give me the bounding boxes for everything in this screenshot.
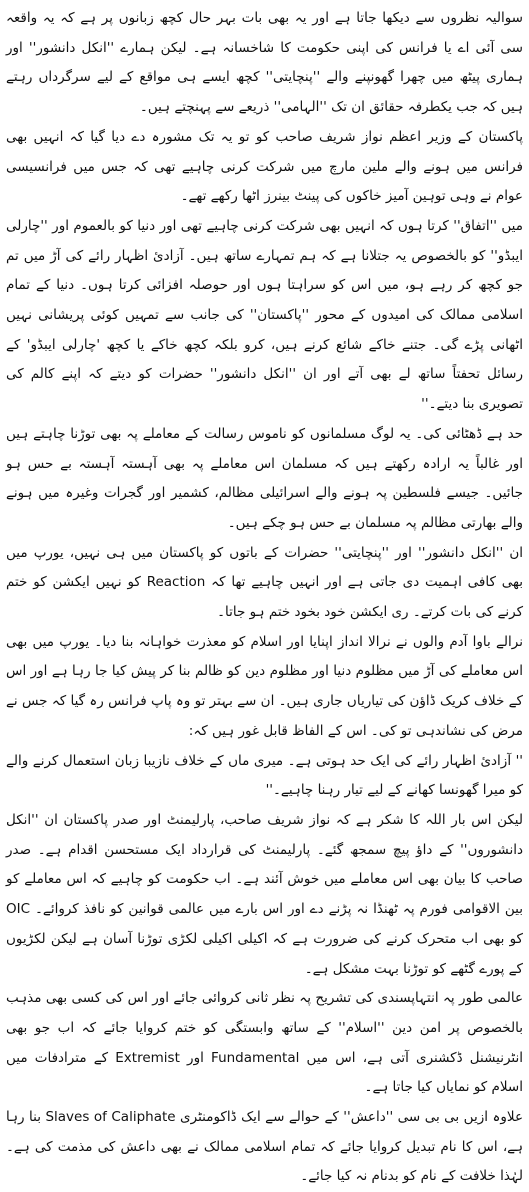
article-quote: '' آزادیٔ اظہار رائے کی ایک حد ہوتی ہے۔ میری ماں کے خلاف نازیبا زبان استعمال کرنے والے کو میرا گھونسا کھانے کے لیے تیار رہنا چاہیے۔'': [6, 752, 523, 799]
article-paragraph-1: سوالیہ نظروں سے دیکھا جاتا ہے اور یہ بھی بات بہر حال کچھ زبانوں پر ہے کہ یہ واقعہ سی آئی اے یا فرانس کی اپنی حکومت کا شاخسانہ ہے۔ لیکن ہمارے ''انکل دانشور'' اور ہماری پیٹھ میں چھرا گھونپنے والے ''پنچایتی'' کچھ ایسے ہی مواقع کے لیے سرگرداں رہتے ہیں کہ جب یکطرفہ حقائق ان تک ''الہامی'' ذریعے سے پہنچتے ہیں۔: [6, 10, 523, 116]
article-paragraph-5: ان ''انکل دانشور'' اور ''پنچایتی'' حضرات کے باتوں کو پاکستان میں ہی نہیں، یورپ میں بھی کافی اہمیت دی جاتی ہے اور انہیں چاہیے تھا کہ Reaction کو نہیں ایکشن کو ختم کرنے کی بات کرتے۔ ری ایکشن خود بخود ختم ہو جاتا۔: [6, 544, 523, 621]
article-paragraph-6: نرالے باوا آدم والوں نے نرالا انداز اپنایا اور اسلام کو معذرت خواہانہ بنا دیا۔ یورپ میں بھی اس معاملے کی آڑ میں مظلوم دنیا اور مظلوم دین کو ظالم بنا کر پیش کیا جا رہا ہے اور اس کے خلاف کریک ڈاؤن کی تیاریاں جاری ہیں۔ ان سے بہتر تو وہ پاپ فرانس رہ گیا کہ جس نے مرض کی نشاندہی تو کی۔ اس کے الفاظ قابل غور ہیں کہ:: [6, 633, 523, 739]
article-paragraph-10: علاوہ ازیں بی بی سی ''داعش'' کے حوالے سے ایک ڈاکومنٹری Slaves of Caliphate بنا رہا ہے، اس کا نام تبدیل کروایا جائے کہ تمام اسلامی ممالک نے بھی داعش کی مذمت کی ہے۔ لہٰذا خلافت کے نام کو بدنام نہ کیا جائے۔: [6, 1109, 524, 1185]
article-paragraph-4: حد ہے ڈھٹائی کی۔ یہ لوگ مسلمانوں کو ناموس رسالت کے معاملے پہ بھی توڑنا چاہتے ہیں اور غالباً یہ ارادہ رکھتے ہیں کہ مسلمان اس معاملے پہ بھی آہستہ آہستہ بے حس ہو جائیں۔ جیسے فلسطین پہ ہونے والے اسرائیلی مظالم، کشمیر اور گجرات وغیرہ میں ہونے والے بھارتی مظالم پہ مسلمان بے حس ہو چکے ہیں۔: [6, 425, 523, 531]
article-paragraph-9: عالمی طور پہ انتہاپسندی کی تشریح پہ نظر ثانی کروائی جائے اور اس کی کسی بھی مذہب بالخصوص پر امن دین ''اسلام'' کے ساتھ وابستگی کو ختم کروایا جائے کہ اب جو بھی انٹرنیشنل ڈکشنری آتی ہے، اس میں Fundamental اور Extremist کے مترادفات میں اسلام کو نمایاں کیا جاتا ہے۔: [6, 990, 523, 1096]
article-paragraph-8: لیکن اس بار اللہ کا شکر ہے کہ نواز شریف صاحب، پارلیمنٹ اور صدر پاکستان ان ''انکل دانشوروں'' کے داؤ پیچ سمجھ گئے۔ پارلیمنٹ کی قرارداد ایک مستحسن اقدام ہے۔ صدر صاحب کا بیان بھی اس معاملے میں خوش آئند ہے۔ اب حکومت کو چاہیے کہ اس معاملے کو بین الاقوامی فورم پہ ٹھنڈا نہ پڑنے دے اور اس بارے میں عالمی قوانین کو نافذ کروائے۔ OIC کو بھی اب متحرک کرنے کی ضرورت ہے کہ اکیلی اکیلی لکڑی توڑنا آسان ہے لیکن لکڑیوں کے پورے گٹھے کو توڑنا بہت مشکل ہے۔: [6, 811, 523, 977]
article-paragraph-3: میں ''اتفاق'' کرتا ہوں کہ انہیں بھی شرکت کرنی چاہیے تھی اور دنیا کو بالعموم اور ''چارلی ایبڈو'' کو بالخصوص یہ جتلانا ہے کہ ہم تمہارے ساتھ ہیں۔ آزادیٔ اظہار رائے کی آڑ میں تم جو کچھ کر رہے ہو، میں اس کو سراہتا ہوں اور حوصلہ افزائی کرتا ہوں۔ دنیا کے تمام اسلامی ممالک کی امیدوں کے محور ''پاکستان'' کی جانب سے تمہیں کوئی پریشانی نہیں اٹھانی پڑے گی۔ جتنے خاکے شائع کرنے ہیں، کرو بلکہ کچھ خاکے یا کچھ 'چارلی ایبڈو' کے رسائل تحفتاً ساتھ لے بھی آتے اور ان ''انکل دانشور'' حضرات کو دیتے کہ اپنے کالم کی تصویری بنا دیتے۔'': [6, 217, 523, 413]
article-paragraph-2: پاکستان کے وزیر اعظم نواز شریف صاحب کو تو یہ تک مشورہ دے دیا گیا کہ انہیں بھی فرانس میں ہونے والے ملین مارچ میں شرکت کرنی چاہیے تھی کہ جس میں فرانسیسی عوام نے وہی توہین آمیز خاکوں کی پینٹ بینرز اٹھا رکھے تھے۔: [6, 128, 523, 205]
